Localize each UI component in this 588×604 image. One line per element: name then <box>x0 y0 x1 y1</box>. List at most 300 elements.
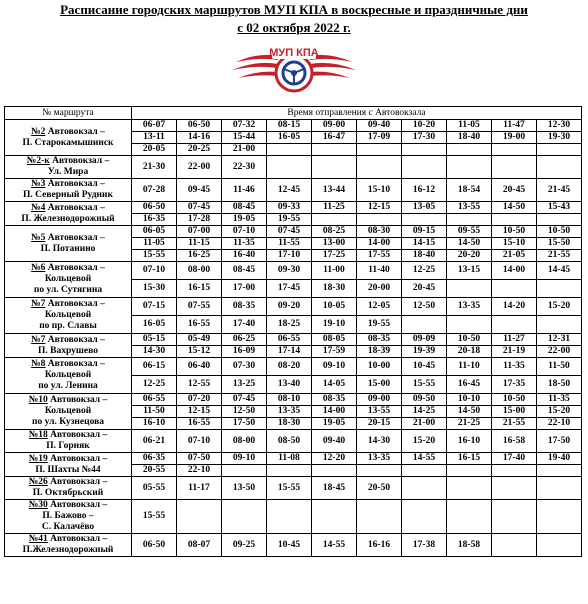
route-name-line <box>5 511 131 522</box>
departure-time-cell: 08-45 <box>222 202 267 214</box>
departure-time-cell: 12-05 <box>357 298 402 316</box>
departure-time-cell: 22-10 <box>537 418 582 430</box>
route-name-line <box>5 522 131 533</box>
departure-time-cell: 16-45 <box>447 376 492 394</box>
departure-time-cell: 14-20 <box>492 298 537 316</box>
departure-time-cell: 16-40 <box>222 250 267 262</box>
route-name-line <box>5 441 131 452</box>
route-name-text: П. Горняк <box>46 441 90 451</box>
departure-time-cell: 15-10 <box>492 238 537 250</box>
departure-time-cell <box>312 465 357 477</box>
departure-time-cell <box>447 156 492 179</box>
departure-time-cell: 20-15 <box>357 418 402 430</box>
departure-time-cell: 06-05 <box>132 226 177 238</box>
departure-time-cell: 10-10 <box>447 394 492 406</box>
departure-time-cell: 12-20 <box>312 453 357 465</box>
route-name-line <box>5 203 131 214</box>
header-route-number: № маршрута <box>5 107 132 120</box>
departure-time-cell: 06-07 <box>132 120 177 132</box>
departure-time-cell: 12-31 <box>537 334 582 346</box>
departure-time-cell: 08-30 <box>357 226 402 238</box>
departure-time-cell: 09-45 <box>177 179 222 202</box>
departure-time-cell: 17-50 <box>537 430 582 453</box>
route-name <box>5 226 132 262</box>
departure-time-cell: 10-50 <box>537 226 582 238</box>
route-name <box>5 156 132 179</box>
departure-time-cell: 08-05 <box>312 334 357 346</box>
route-name-line <box>5 370 131 381</box>
departure-time-cell: 06-21 <box>132 430 177 453</box>
route-name-line <box>5 167 131 178</box>
departure-time-cell: 18-40 <box>447 132 492 144</box>
departure-time-cell: 18-45 <box>312 477 357 500</box>
departure-time-cell: 22-00 <box>537 346 582 358</box>
departure-time-cell: 09-10 <box>222 453 267 465</box>
departure-time-cell: 13-00 <box>312 238 357 250</box>
departure-time-cell: 06-50 <box>132 202 177 214</box>
departure-time-cell <box>312 144 357 156</box>
departure-time-cell: 11-08 <box>267 453 312 465</box>
route-number: №6 <box>31 263 46 273</box>
departure-time-cell: 09-00 <box>312 120 357 132</box>
departure-time-cell: 15-20 <box>537 298 582 316</box>
departure-time-cell: 11-50 <box>132 406 177 418</box>
route-number: №8 <box>31 359 46 369</box>
departure-time-cell: 20-55 <box>132 465 177 477</box>
departure-time-cell: 11-27 <box>492 334 537 346</box>
departure-time-cell: 08-07 <box>177 534 222 557</box>
departure-time-cell: 07-10 <box>177 430 222 453</box>
route-number: №7 <box>31 334 46 345</box>
route-name-line <box>5 359 131 370</box>
departure-time-cell: 15-10 <box>357 179 402 202</box>
departure-time-cell <box>447 214 492 226</box>
departure-time-cell: 09-25 <box>222 534 267 557</box>
departure-time-cell: 15-00 <box>492 406 537 418</box>
route-name-line <box>5 465 131 476</box>
departure-time-cell <box>537 156 582 179</box>
route-time-row <box>5 334 582 346</box>
departure-time-cell: 17-35 <box>492 376 537 394</box>
departure-time-cell: 21-55 <box>492 418 537 430</box>
departure-time-cell: 20-45 <box>402 280 447 298</box>
departure-time-cell: 19-55 <box>357 316 402 334</box>
departure-time-cell: 17-45 <box>267 280 312 298</box>
departure-time-cell: 11-35 <box>537 394 582 406</box>
departure-time-cell: 09-30 <box>267 262 312 280</box>
departure-time-cell: 05-15 <box>132 334 177 346</box>
route-time-row <box>5 262 582 280</box>
route-name-line <box>5 454 131 465</box>
departure-time-cell: 14-00 <box>357 238 402 250</box>
departure-time-cell <box>537 534 582 557</box>
departure-time-cell: 10-20 <box>402 120 447 132</box>
route-name-line <box>5 299 131 310</box>
departure-time-cell: 07-45 <box>222 394 267 406</box>
route-name-line <box>5 430 131 441</box>
departure-time-cell: 16-25 <box>177 250 222 262</box>
departure-time-cell: 12-50 <box>402 298 447 316</box>
departure-time-cell <box>312 214 357 226</box>
departure-time-cell: 13-40 <box>267 376 312 394</box>
departure-time-cell: 17-40 <box>492 453 537 465</box>
route-name-line <box>5 233 131 244</box>
departure-time-cell <box>222 465 267 477</box>
departure-time-cell: 13-15 <box>447 262 492 280</box>
departure-time-cell <box>402 156 447 179</box>
route-name-text: Кольцевой <box>44 370 92 380</box>
route-name-line <box>5 127 131 138</box>
departure-time-cell: 07-45 <box>267 226 312 238</box>
departure-time-cell: 09-10 <box>312 358 357 376</box>
departure-time-cell <box>537 316 582 334</box>
departure-time-cell: 06-15 <box>132 358 177 376</box>
route-name-text: Автовокзал – <box>47 359 105 369</box>
departure-time-cell: 06-25 <box>222 334 267 346</box>
departure-time-cell: 20-50 <box>357 477 402 500</box>
departure-time-cell: 10-45 <box>402 358 447 376</box>
departure-time-cell: 10-50 <box>492 394 537 406</box>
departure-time-cell: 13-55 <box>357 406 402 418</box>
departure-time-cell: 06-35 <box>132 453 177 465</box>
departure-time-cell: 21-00 <box>222 144 267 156</box>
departure-time-cell: 12-15 <box>357 202 402 214</box>
route-name <box>5 358 132 394</box>
departure-time-cell: 17-30 <box>402 132 447 144</box>
departure-time-cell: 09-40 <box>312 430 357 453</box>
departure-time-cell <box>267 144 312 156</box>
route-name <box>5 430 132 453</box>
departure-time-cell: 18-39 <box>357 346 402 358</box>
departure-time-cell: 21-05 <box>492 250 537 262</box>
departure-time-cell <box>402 214 447 226</box>
departure-time-cell: 14-15 <box>402 238 447 250</box>
departure-time-cell <box>267 156 312 179</box>
departure-time-cell <box>492 477 537 500</box>
departure-time-cell <box>492 500 537 534</box>
departure-time-cell: 18-50 <box>537 376 582 394</box>
logo-text: МУП КПА <box>269 47 319 59</box>
departure-time-cell: 05-49 <box>177 334 222 346</box>
route-name-text: Автовокзал – <box>47 232 105 243</box>
departure-time-cell <box>447 316 492 334</box>
departure-time-cell: 19-39 <box>402 346 447 358</box>
departure-time-cell: 20-18 <box>447 346 492 358</box>
departure-time-cell: 18-40 <box>402 250 447 262</box>
departure-time-cell: 14-30 <box>357 430 402 453</box>
departure-time-cell: 16-10 <box>132 418 177 430</box>
route-name-line <box>5 156 131 167</box>
departure-time-cell: 16-09 <box>222 346 267 358</box>
route-number: №7 <box>31 299 46 309</box>
departure-time-cell: 21-19 <box>492 346 537 358</box>
departure-time-cell: 15-00 <box>357 376 402 394</box>
route-name-text: по пр. Славы <box>39 321 97 331</box>
departure-time-cell: 08-35 <box>222 298 267 316</box>
departure-time-cell: 09-33 <box>267 202 312 214</box>
route-name-line <box>5 381 131 392</box>
departure-time-cell: 11-05 <box>132 238 177 250</box>
departure-time-cell: 11-05 <box>447 120 492 132</box>
departure-time-cell: 07-32 <box>222 120 267 132</box>
departure-time-cell: 22-30 <box>222 156 267 179</box>
departure-time-cell <box>492 534 537 557</box>
route-name-line <box>5 321 131 332</box>
route-name-line <box>5 274 131 285</box>
route-time-row <box>5 430 582 453</box>
departure-time-cell: 17-25 <box>312 250 357 262</box>
route-name-line <box>5 545 131 556</box>
departure-time-cell: 15-50 <box>537 238 582 250</box>
departure-time-cell: 11-00 <box>312 262 357 280</box>
departure-time-cell: 16-55 <box>177 316 222 334</box>
departure-time-cell: 17-55 <box>357 250 402 262</box>
departure-time-cell <box>267 500 312 534</box>
departure-time-cell: 17-59 <box>312 346 357 358</box>
departure-time-cell <box>537 280 582 298</box>
route-name-text: Ул. Мира <box>47 167 89 177</box>
departure-time-cell: 18-58 <box>447 534 492 557</box>
departure-time-cell: 22-10 <box>177 465 222 477</box>
route-name-line <box>5 488 131 499</box>
departure-time-cell: 11-50 <box>537 358 582 376</box>
route-time-row <box>5 394 582 406</box>
departure-time-cell: 16-05 <box>267 132 312 144</box>
departure-time-cell <box>537 214 582 226</box>
departure-time-cell: 08-45 <box>222 262 267 280</box>
departure-time-cell <box>537 500 582 534</box>
route-time-row <box>5 477 582 500</box>
departure-time-cell: 19-40 <box>537 453 582 465</box>
departure-time-cell: 14-00 <box>312 406 357 418</box>
departure-time-cell: 17-00 <box>222 280 267 298</box>
departure-time-cell: 14-55 <box>402 453 447 465</box>
departure-time-cell: 19-55 <box>267 214 312 226</box>
departure-time-cell: 11-17 <box>177 477 222 500</box>
route-name-text: Автовокзал – <box>47 202 105 213</box>
route-name <box>5 477 132 500</box>
schedule-title: Расписание городских маршрутов МУП КПА в воскресные и праздничные дни <box>60 2 528 17</box>
departure-time-cell: 21-45 <box>537 179 582 202</box>
route-number: №4 <box>31 202 46 213</box>
departure-time-cell: 21-30 <box>132 156 177 179</box>
route-name-text: Автовокзал – <box>47 263 105 273</box>
departure-time-cell: 13-11 <box>132 132 177 144</box>
departure-time-cell: 13-35 <box>357 453 402 465</box>
schedule-body <box>5 120 582 557</box>
departure-time-cell: 05-55 <box>132 477 177 500</box>
route-time-row <box>5 453 582 465</box>
departure-time-cell: 08-25 <box>312 226 357 238</box>
departure-time-cell: 13-35 <box>447 298 492 316</box>
departure-time-cell <box>312 156 357 179</box>
departure-time-cell: 08-50 <box>267 430 312 453</box>
departure-time-cell <box>402 465 447 477</box>
departure-time-cell: 07-55 <box>177 298 222 316</box>
route-name-text: Автовокзал – <box>52 156 110 166</box>
departure-time-cell: 19-05 <box>222 214 267 226</box>
departure-time-cell: 13-44 <box>312 179 357 202</box>
departure-time-cell: 19-10 <box>312 316 357 334</box>
departure-time-cell: 12-25 <box>402 262 447 280</box>
departure-time-cell: 06-55 <box>132 394 177 406</box>
departure-time-cell: 13-25 <box>222 376 267 394</box>
departure-time-cell: 10-50 <box>447 334 492 346</box>
route-name-text: С. Калачёво <box>41 522 95 532</box>
departure-time-cell: 17-40 <box>222 316 267 334</box>
departure-time-cell: 08-00 <box>222 430 267 453</box>
route-name-text: П. Старокамышинск <box>22 137 114 148</box>
departure-time-cell <box>537 144 582 156</box>
route-name-line <box>5 190 131 201</box>
route-number: №3 <box>31 179 46 189</box>
route-name-line <box>5 179 131 190</box>
departure-time-cell: 18-30 <box>312 280 357 298</box>
departure-time-cell: 14-50 <box>447 406 492 418</box>
departure-time-cell: 15-20 <box>537 406 582 418</box>
departure-time-cell: 11-55 <box>267 238 312 250</box>
route-time-row <box>5 120 582 132</box>
departure-time-cell: 19-00 <box>492 132 537 144</box>
departure-time-cell <box>447 477 492 500</box>
departure-time-cell: 21-55 <box>537 250 582 262</box>
departure-time-cell: 14-45 <box>537 262 582 280</box>
departure-time-cell: 07-30 <box>222 358 267 376</box>
route-name-line <box>5 310 131 321</box>
departure-time-cell: 17-09 <box>357 132 402 144</box>
route-name-text: Автовокзал – <box>50 534 108 544</box>
departure-time-cell <box>447 465 492 477</box>
departure-time-cell: 16-12 <box>402 179 447 202</box>
route-time-row <box>5 226 582 238</box>
departure-time-cell <box>402 316 447 334</box>
route-name-text: П. Бажово – <box>42 511 94 521</box>
departure-time-cell: 07-20 <box>177 394 222 406</box>
departure-time-cell <box>357 144 402 156</box>
route-time-row <box>5 202 582 214</box>
departure-time-cell: 15-43 <box>537 202 582 214</box>
departure-time-cell: 17-10 <box>267 250 312 262</box>
route-name-text: Автовокзал – <box>47 299 105 309</box>
departure-time-cell: 13-35 <box>267 406 312 418</box>
route-name-text: П. Потанино <box>40 243 96 254</box>
departure-time-cell: 08-10 <box>267 394 312 406</box>
departure-time-cell: 12-25 <box>132 376 177 394</box>
route-name-text: Автовокзал – <box>47 179 105 189</box>
departure-time-cell: 08-15 <box>267 120 312 132</box>
route-number: №26 <box>28 477 48 487</box>
departure-time-cell <box>537 465 582 477</box>
departure-time-cell: 13-55 <box>447 202 492 214</box>
header-departure-times: Время отправления с Автовокзала <box>132 107 582 120</box>
route-name-text: Автовокзал – <box>50 430 108 440</box>
route-name-line <box>5 285 131 296</box>
departure-time-cell: 06-55 <box>267 334 312 346</box>
departure-time-cell: 15-55 <box>402 376 447 394</box>
departure-time-cell <box>312 500 357 534</box>
route-name <box>5 262 132 298</box>
departure-time-cell: 13-05 <box>402 202 447 214</box>
route-name-line <box>5 500 131 511</box>
route-name <box>5 298 132 334</box>
departure-time-cell: 07-15 <box>132 298 177 316</box>
route-name-text: П. Шахты №44 <box>35 464 101 475</box>
departure-time-cell: 19-05 <box>312 418 357 430</box>
departure-time-cell: 11-35 <box>492 358 537 376</box>
route-name-line <box>5 417 131 428</box>
schedule-table <box>4 106 582 557</box>
route-time-row <box>5 179 582 202</box>
departure-time-cell: 21-00 <box>402 418 447 430</box>
departure-time-cell <box>492 465 537 477</box>
departure-time-cell <box>357 465 402 477</box>
departure-time-cell: 07-28 <box>132 179 177 202</box>
departure-time-cell: 14-16 <box>177 132 222 144</box>
departure-time-cell: 11-10 <box>447 358 492 376</box>
departure-time-cell: 08-20 <box>267 358 312 376</box>
departure-time-cell: 16-55 <box>177 418 222 430</box>
departure-time-cell: 18-30 <box>267 418 312 430</box>
departure-time-cell: 18-54 <box>447 179 492 202</box>
departure-time-cell: 08-35 <box>357 334 402 346</box>
route-name <box>5 453 132 477</box>
departure-time-cell: 09-09 <box>402 334 447 346</box>
departure-time-cell: 16-15 <box>447 453 492 465</box>
departure-time-cell: 12-50 <box>222 406 267 418</box>
route-number: №30 <box>28 500 48 510</box>
route-name-text: П. Северный Рудник <box>23 190 113 200</box>
departure-time-cell: 10-45 <box>267 534 312 557</box>
route-number: №41 <box>28 534 48 544</box>
departure-time-cell: 06-40 <box>177 358 222 376</box>
departure-time-cell: 16-10 <box>447 430 492 453</box>
departure-time-cell: 12-55 <box>177 376 222 394</box>
departure-time-cell: 14-05 <box>312 376 357 394</box>
departure-time-cell: 09-50 <box>402 394 447 406</box>
departure-time-cell: 20-05 <box>132 144 177 156</box>
departure-time-cell: 16-35 <box>132 214 177 226</box>
route-name-text: Автовокзал – <box>47 126 105 137</box>
departure-time-cell: 15-44 <box>222 132 267 144</box>
route-name-line <box>5 263 131 274</box>
departure-time-cell <box>492 316 537 334</box>
departure-time-cell: 13-50 <box>222 477 267 500</box>
departure-time-cell: 06-50 <box>177 120 222 132</box>
departure-time-cell: 08-00 <box>177 262 222 280</box>
departure-time-cell: 17-50 <box>222 418 267 430</box>
route-name-text: Кольцевой <box>44 274 92 284</box>
route-number: №10 <box>28 395 48 405</box>
route-name-line <box>5 138 131 149</box>
departure-time-cell: 07-45 <box>177 202 222 214</box>
departure-time-cell: 10-05 <box>312 298 357 316</box>
departure-time-cell: 16-15 <box>177 280 222 298</box>
departure-time-cell: 07-00 <box>177 226 222 238</box>
departure-time-cell: 15-55 <box>267 477 312 500</box>
departure-time-cell: 15-55 <box>132 250 177 262</box>
departure-time-cell <box>357 500 402 534</box>
departure-time-cell: 17-28 <box>177 214 222 226</box>
departure-time-cell <box>492 214 537 226</box>
departure-time-cell: 09-20 <box>267 298 312 316</box>
route-name <box>5 334 132 358</box>
departure-time-cell <box>492 280 537 298</box>
route-time-row <box>5 500 582 534</box>
route-name-text: П. Вахрушево <box>38 345 98 356</box>
route-name <box>5 202 132 226</box>
route-time-row <box>5 298 582 316</box>
route-number: №5 <box>31 232 46 243</box>
